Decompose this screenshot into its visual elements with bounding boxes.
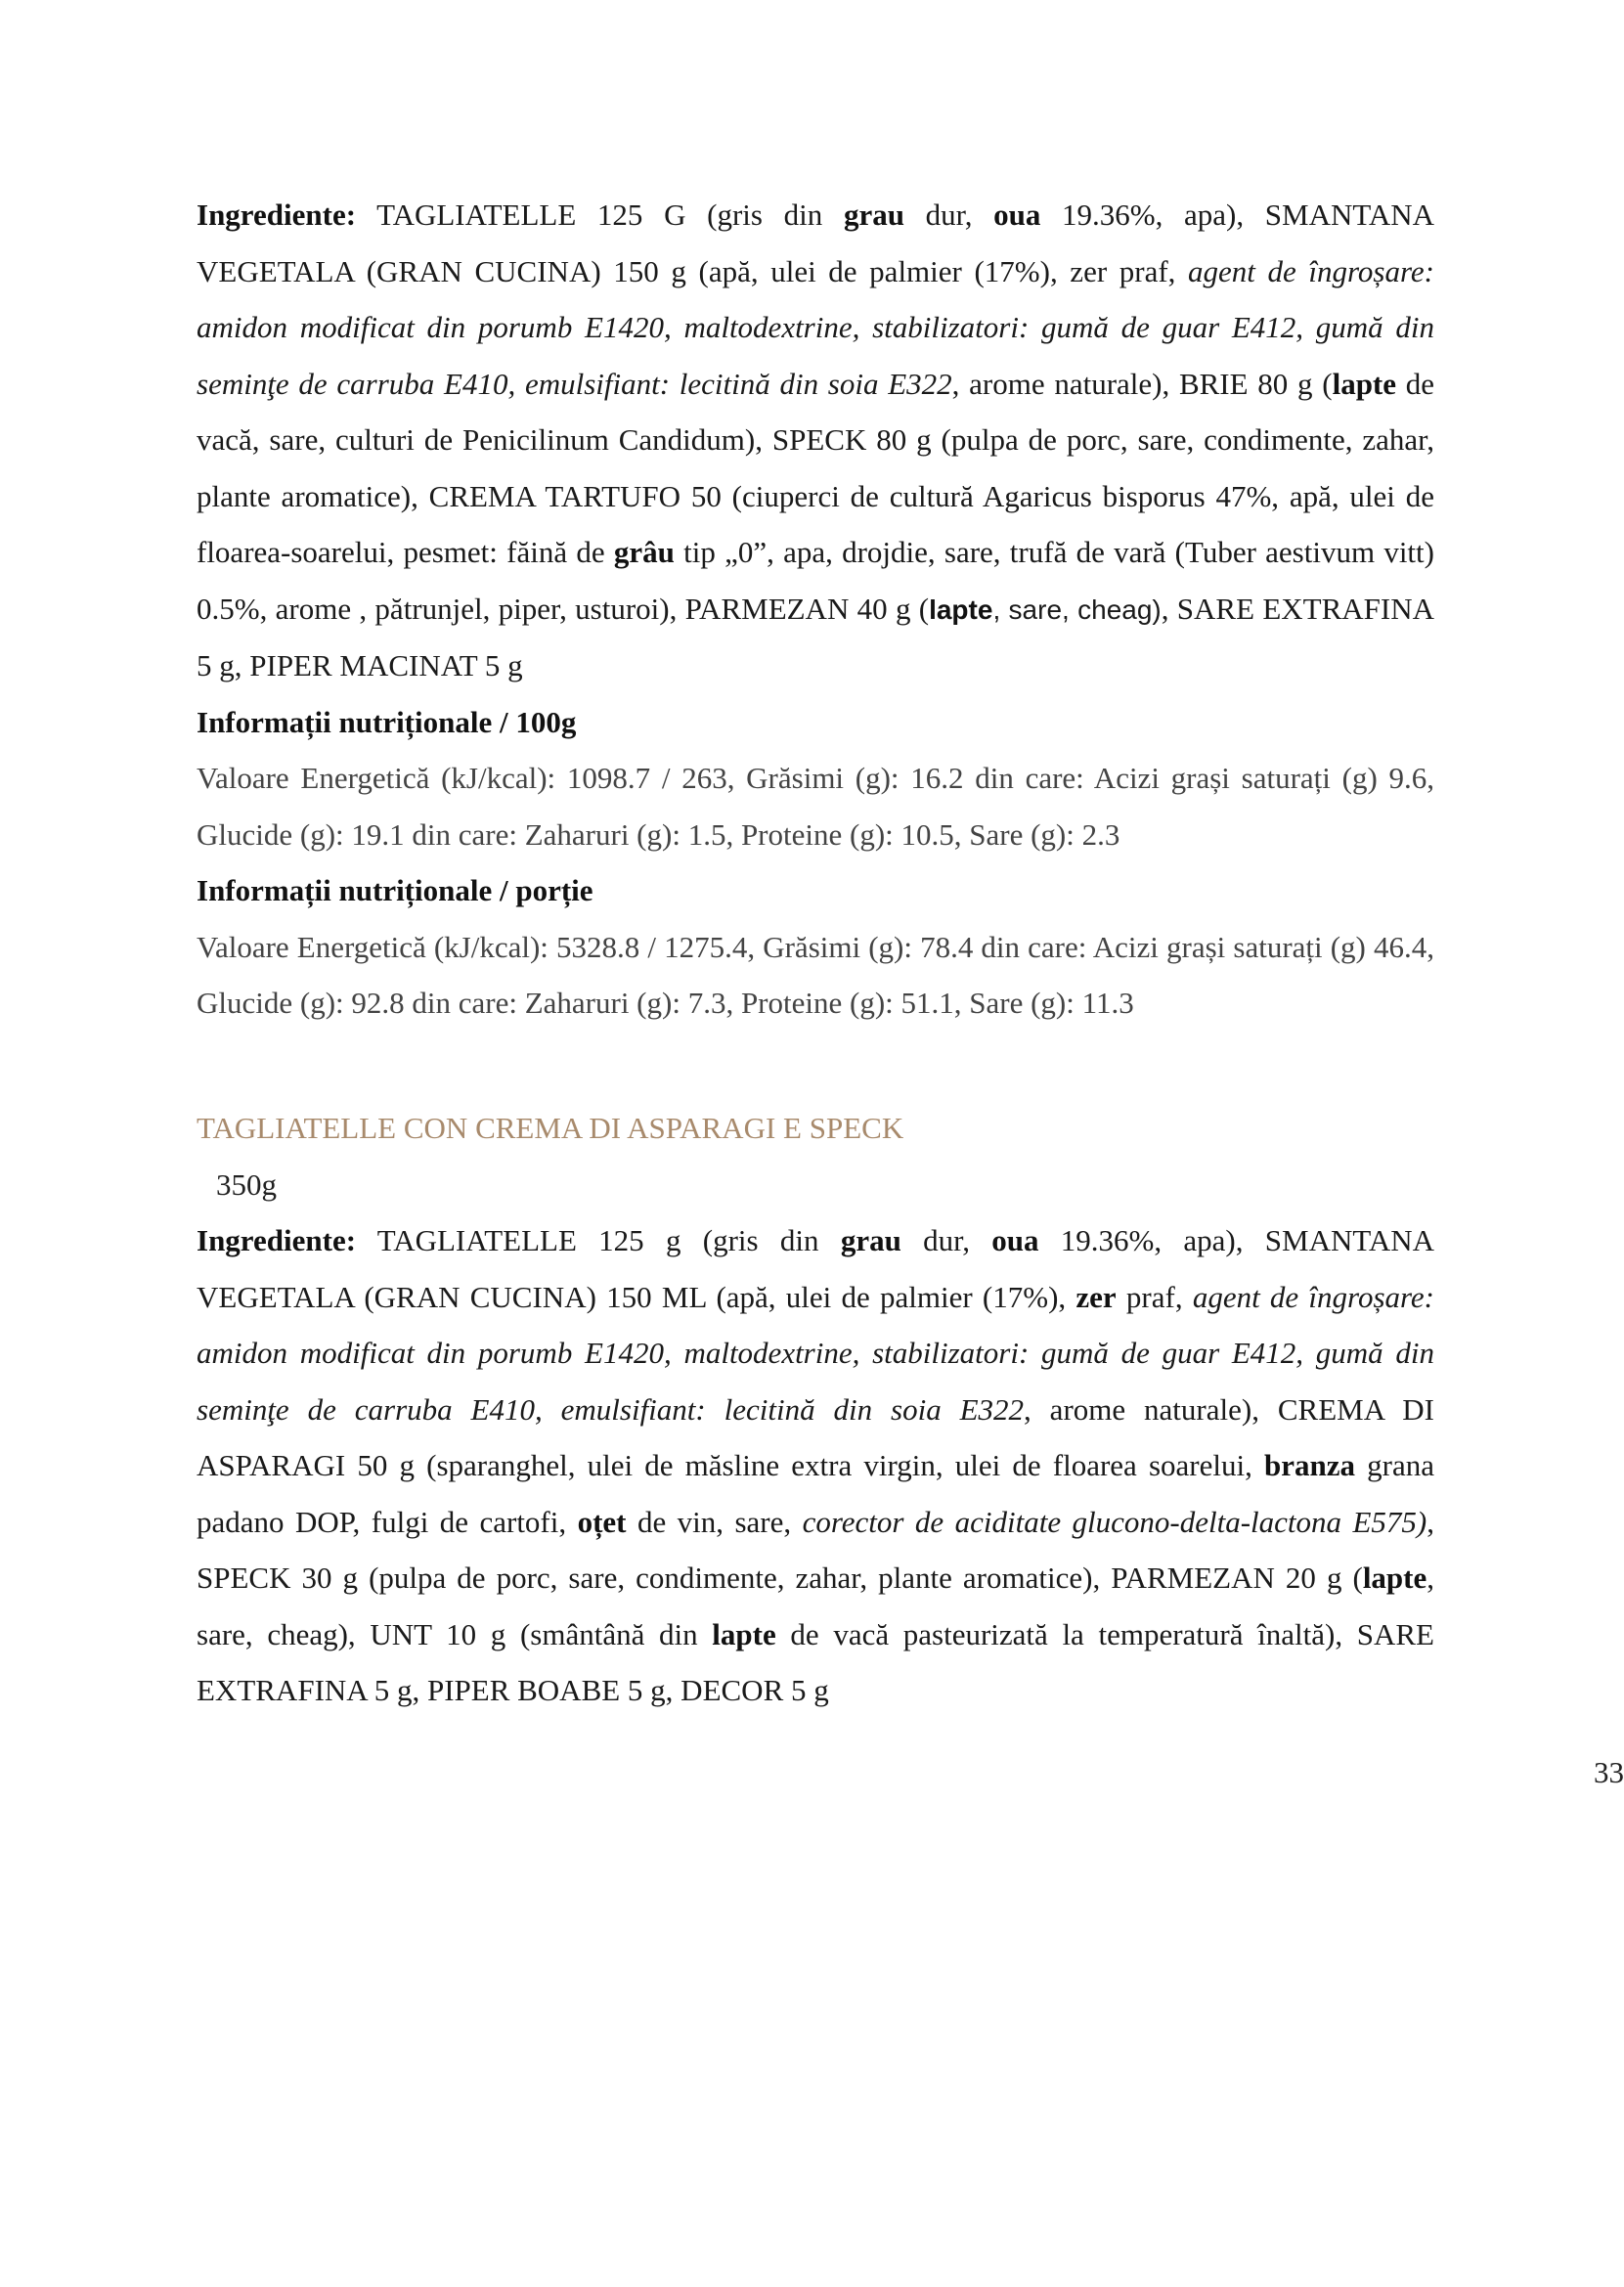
text-segment: lapte (712, 1616, 776, 1651)
text-segment: , sare, cheag), UNT 10 g (smântână din (197, 1561, 1434, 1651)
page-number: 33 (1594, 1755, 1624, 1789)
nutrition-100g-text: Valoare Energetică (kJ/kcal): 1098.7 / 263, Grăsimi (g): 16.2 din care: Acizi grași saturați (g) 9.6, Glucide (g): 19.1 din care: Zaharuri (g): 1.5, Proteine (g): 10.5, Sare (g): 2.3 (197, 761, 1434, 852)
text-segment: de vacă, sare, culturi de Penicilinum Candidum), SPECK 80 g (pulpa de porc, sare, condimente, zahar, plante aromatice), CREMA TARTUFO 50 (ciuperci de cultură Agaricus bisporus 47%, apă, ulei de floarea-soarelui, pesmet: făină de (197, 366, 1435, 569)
recipe-2-weight: 350g (216, 1167, 277, 1202)
text-segment: de vacă pasteurizată la temperatură înaltă), SARE EXTRAFINA 5 g, PIPER BOABE 5 g, DECOR 5 g (197, 1616, 1434, 1707)
ingredients-label: Ingrediente: (197, 198, 357, 232)
text-segment: zer (1075, 1279, 1117, 1314)
text-segment: oua (993, 198, 1041, 232)
nutrition-portion-heading: Informații nutriționale / porție (197, 873, 593, 907)
recipe-2-ingredients (197, 1212, 1434, 1719)
ingredients-label: Ingrediente: (197, 1223, 357, 1257)
text-segment: , arome naturale), BRIE 80 g ( (951, 366, 1333, 401)
text-segment: lapte (1332, 366, 1397, 401)
text-segment: TAGLIATELLE 125 g (gris din (356, 1223, 841, 1257)
text-segment: , SPECK 30 g (pulpa de porc, sare, condimente, zahar, plante aromatice), PARMEZAN 20 g ( (197, 1504, 1435, 1595)
text-segment: TAGLIATELLE 125 G (gris din (356, 198, 844, 232)
text-segment: agent de îngroșare: amidon modificat din porumb E1420, maltodextrine, stabilizatori: gumă de guar E412, gumă din seminţe de carruba E410, emulsifiant: lecitină din soia E322 (197, 253, 1434, 401)
text-segment: grâu (613, 535, 675, 569)
recipe-1-block (197, 187, 1434, 1032)
text-segment: , arome naturale), CREMA DI ASPARAGI 50 g (sparanghel, ulei de măsline extra virgin, ulei de floarea soarelui, (197, 1391, 1434, 1482)
text-segment: lapte (1362, 1561, 1427, 1595)
text-segment: 19.36%, apa), SMANTANA VEGETALA (GRAN CUCINA) 150 ML (apă, ulei de palmier (17%), (197, 1223, 1434, 1314)
text-segment: branza (1264, 1448, 1356, 1482)
text-segment: grau (843, 198, 904, 232)
text-segment: lapte (929, 594, 993, 625)
text-segment: dur, (900, 1223, 992, 1257)
nutrition-portion-text: Valoare Energetică (kJ/kcal): 5328.8 / 1275.4, Grăsimi (g): 78.4 din care: Acizi grași saturați (g) 46.4, Glucide (g): 92.8 din care: Zaharuri (g): 7.3, Proteine (g): 51.1, Sare (g): 11.3 (197, 929, 1434, 1020)
text-segment: grau (840, 1223, 901, 1257)
text-segment: corector de aciditate glucono-delta-lactona E575) (802, 1504, 1427, 1539)
text-segment: 19.36%, apa), SMANTANA VEGETALA (GRAN CUCINA) 150 g (apă, ulei de palmier (17%), zer praf, (197, 198, 1434, 288)
text-segment: oțet (577, 1504, 627, 1539)
text-segment: praf, (1116, 1279, 1193, 1314)
text-segment: grana padano DOP, fulgi de cartofi, (197, 1448, 1435, 1539)
ingredients-text (197, 1223, 1434, 1707)
nutrition-100g-heading: Informații nutriționale / 100g (197, 704, 577, 739)
ingredients-text (197, 198, 1434, 682)
text-segment: , SARE EXTRAFINA 5 g, PIPER MACINAT 5 g (197, 591, 1435, 682)
text-segment: tip „0”, apa, drojdie, sare, trufă de vară (Tuber aestivum vitt) 0.5%, arome , pătrunjel, piper, usturoi), PARMEZAN 40 g ( (197, 535, 1434, 626)
recipe-2-title: TAGLIATELLE CON CREMA DI ASPARAGI E SPECK (197, 1111, 904, 1145)
recipe-2-block (197, 1212, 1434, 1719)
text-segment: , sare, cheag) (992, 594, 1162, 625)
text-segment: de vin, sare, (626, 1504, 803, 1539)
text-segment: dur, (903, 198, 994, 232)
recipe-1-ingredients (197, 187, 1434, 694)
text-segment: agent de îngroșare: amidon modificat din porumb E1420, maltodextrine, stabilizatori: gumă de guar E412, gumă din seminţe de carruba E410, emulsifiant: lecitină din soia E322 (197, 1279, 1435, 1427)
text-segment: oua (991, 1223, 1039, 1257)
